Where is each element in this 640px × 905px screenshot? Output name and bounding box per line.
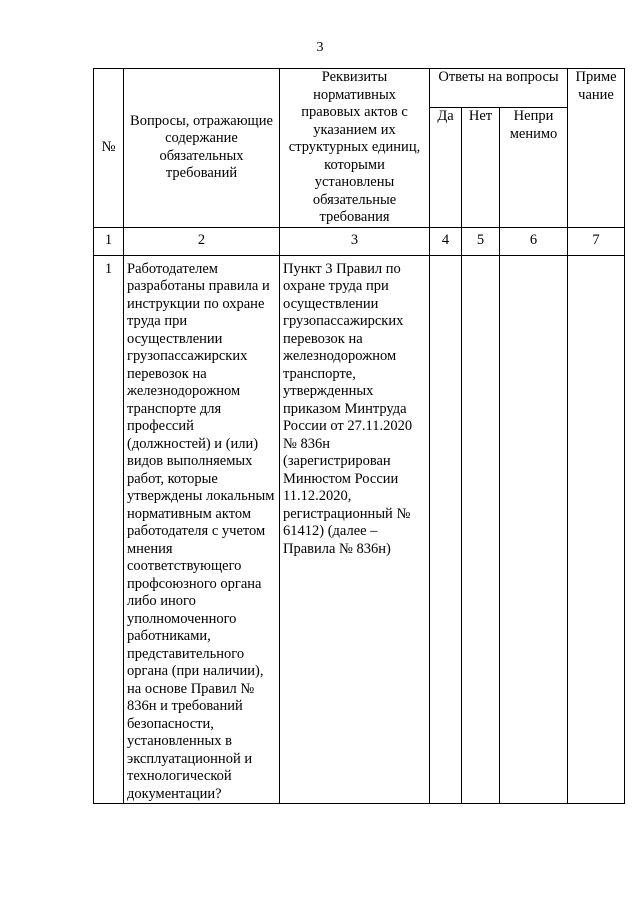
header-questions: Вопросы, отражающие содержание обязательных требований	[124, 69, 280, 228]
column-number: 5	[462, 227, 500, 255]
requisites-text: Пункт 3 Правил по охране труда при осуществлении грузопассажирских перевозок на железнодорожном транспорте, утвержденных приказом Минтруда России от 27.11.2020 № 836н (зарегистрирован Минюстом России 11.12.2020, регистрационный № 61412) (далее – Правила № 836н)	[280, 255, 430, 804]
answer-no-cell[interactable]	[462, 255, 500, 804]
note-cell[interactable]	[568, 255, 625, 804]
column-number: 7	[568, 227, 625, 255]
table-header	[94, 69, 625, 228]
column-number-row	[94, 227, 625, 255]
column-number: 3	[280, 227, 430, 255]
column-number: 4	[430, 227, 462, 255]
page-number: 3	[316, 40, 324, 55]
header-number: №	[94, 69, 124, 228]
header-requisites: Реквизиты нормативных правовых актов с указанием их структурных единиц, которыми установлены обязательные требования	[280, 69, 430, 228]
header-no: Нет	[462, 108, 500, 228]
header-row-top	[94, 69, 625, 108]
checklist-table	[93, 68, 625, 804]
column-number: 6	[500, 227, 568, 255]
row-number: 1	[94, 255, 124, 804]
header-not-applicable: Непри менимо	[500, 108, 568, 228]
answer-yes-cell[interactable]	[430, 255, 462, 804]
table-row	[94, 255, 625, 804]
column-number: 2	[124, 227, 280, 255]
question-text: Работодателем разработаны правила и инструкции по охране труда при осуществлении грузопассажирских перевозок на железнодорожном транспорте для профессий (должностей) и (или) видов выполняемых работ, которые утверждены локальным нормативным актом работодателя с учетом мнения соответствующего профсоюзного органа либо иного уполномоченного работниками, представительного органа (при наличии), на основе Правил № 836н и требований безопасности, установленных в эксплуатационной и технологической документации?	[124, 255, 280, 804]
header-note: Приме чание	[568, 69, 625, 228]
column-number: 1	[94, 227, 124, 255]
header-yes: Да	[430, 108, 462, 228]
header-answers: Ответы на вопросы	[430, 69, 568, 108]
answer-not-applicable-cell[interactable]	[500, 255, 568, 804]
